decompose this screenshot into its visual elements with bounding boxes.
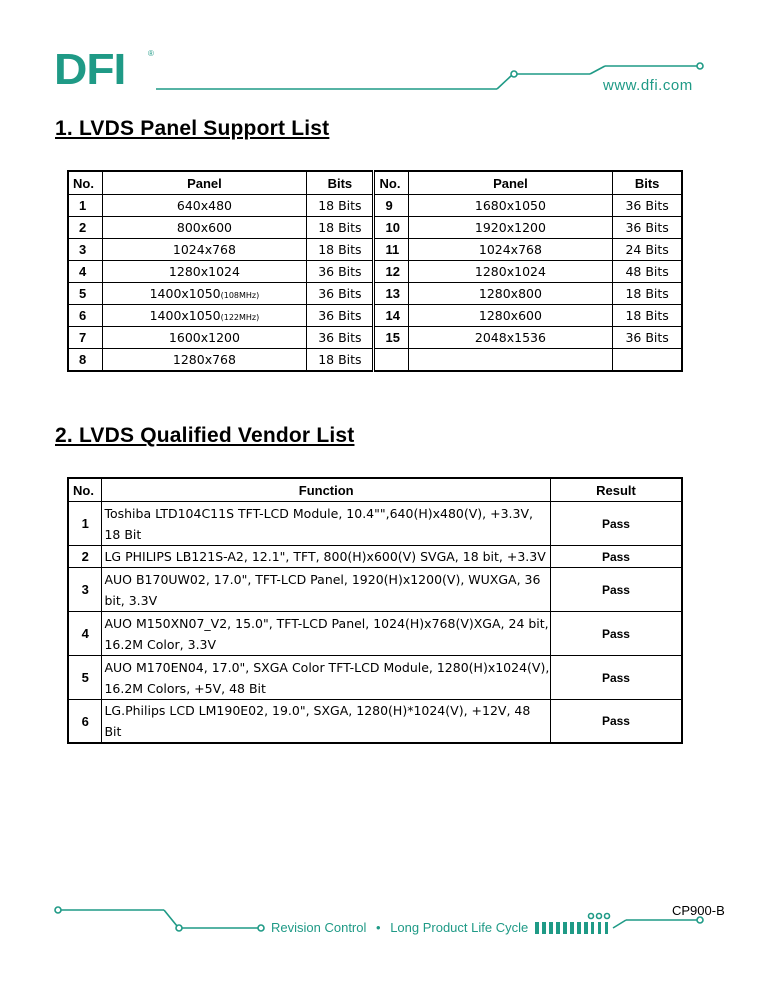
table-header-row: [68, 171, 682, 195]
cell-bits: 36 Bits: [613, 217, 682, 239]
header-no: No.: [374, 171, 408, 195]
cell-panel: 1024x768: [408, 239, 613, 261]
cell-no: 5: [68, 283, 102, 305]
cell-no: 14: [374, 305, 408, 327]
table-row: [68, 700, 682, 744]
vendor-list-table: [67, 477, 683, 744]
cell-bits: 18 Bits: [307, 195, 374, 217]
cell-bits: 36 Bits: [613, 327, 682, 349]
cell-bits: 36 Bits: [307, 327, 374, 349]
cell-result: Pass: [550, 568, 682, 612]
header-no: No.: [68, 478, 102, 502]
table-row: [68, 656, 682, 700]
cell-no: 12: [374, 261, 408, 283]
cell-bits: 48 Bits: [613, 261, 682, 283]
cell-bits: 18 Bits: [613, 305, 682, 327]
panel-support-table: [67, 170, 683, 372]
lifecycle-bars-icon: [535, 922, 608, 934]
section1-title: 1. LVDS Panel Support List: [55, 117, 330, 140]
table-row: [68, 502, 682, 546]
cell-no: [374, 349, 408, 372]
cell-no: 1: [68, 195, 102, 217]
cell-no: 13: [374, 283, 408, 305]
cell-panel: [408, 349, 613, 372]
frequency-note: (108MHz): [220, 291, 260, 300]
table-row: [68, 546, 682, 568]
table-row: [68, 195, 682, 217]
cell-panel: 1280x600: [408, 305, 613, 327]
cell-bits: 36 Bits: [613, 195, 682, 217]
table-row: [68, 217, 682, 239]
cell-no: 3: [68, 239, 102, 261]
cell-panel: 1680x1050: [408, 195, 613, 217]
footer-tagline: [271, 920, 528, 935]
cell-panel: 1280x1024: [408, 261, 613, 283]
cell-no: 15: [374, 327, 408, 349]
cell-no: 5: [68, 656, 102, 700]
cell-bits: 18 Bits: [613, 283, 682, 305]
header-function: Function: [102, 478, 550, 502]
cell-panel: 800x600: [102, 217, 307, 239]
cell-no: 10: [374, 217, 408, 239]
cell-panel: 1400x1050(108MHz): [102, 283, 307, 305]
table-row: [68, 327, 682, 349]
cell-bits: 18 Bits: [307, 349, 374, 372]
logo-text: DFI: [54, 45, 126, 94]
registered-mark: ®: [148, 49, 154, 58]
section2-title: 2. LVDS Qualified Vendor List: [55, 424, 355, 447]
cell-no: 2: [68, 217, 102, 239]
dfi-logo: [54, 45, 154, 94]
cell-function: AUO B170UW02, 17.0", TFT-LCD Panel, 1920(H)x1200(V), WUXGA, 36 bit, 3.3V: [102, 568, 550, 612]
cell-no: 7: [68, 327, 102, 349]
cell-panel: 1600x1200: [102, 327, 307, 349]
header-bits: Bits: [307, 171, 374, 195]
bullet-separator: •: [376, 920, 381, 935]
cell-no: 4: [68, 261, 102, 283]
cell-bits: 18 Bits: [307, 217, 374, 239]
table-row: [68, 261, 682, 283]
lifecycle-text: Long Product Life Cycle: [390, 920, 529, 935]
cell-no: 6: [68, 305, 102, 327]
table-row: [68, 305, 682, 327]
table-row: [68, 349, 682, 372]
cell-no: 9: [374, 195, 408, 217]
cell-no: 2: [68, 546, 102, 568]
cell-no: 8: [68, 349, 102, 372]
cell-no: 1: [68, 502, 102, 546]
cell-no: 6: [68, 700, 102, 744]
header-panel: Panel: [102, 171, 307, 195]
cell-panel: 1920x1200: [408, 217, 613, 239]
cell-function: AUO M170EN04, 17.0", SXGA Color TFT-LCD Module, 1280(H)x1024(V), 16.2M Colors, +5V, 48 Bit: [102, 656, 550, 700]
cell-result: Pass: [550, 700, 682, 744]
cell-result: Pass: [550, 546, 682, 568]
header-bits: Bits: [613, 171, 682, 195]
cell-function: LG PHILIPS LB121S-A2, 12.1", TFT, 800(H)x600(V) SVGA, 18 bit, +3.3V: [102, 546, 550, 568]
cell-panel: 2048x1536: [408, 327, 613, 349]
cell-function: LG.Philips LCD LM190E02, 19.0", SXGA, 1280(H)*1024(V), +12V, 48 Bit: [102, 700, 550, 744]
cell-panel: 1280x800: [408, 283, 613, 305]
cell-function: AUO M150XN07_V2, 15.0", TFT-LCD Panel, 1024(H)x768(V)XGA, 24 bit, 16.2M Color, 3.3V: [102, 612, 550, 656]
cell-function: Toshiba LTD104C11S TFT-LCD Module, 10.4"",640(H)x480(V), +3.3V, 18 Bit: [102, 502, 550, 546]
table-row: [68, 568, 682, 612]
cell-result: Pass: [550, 502, 682, 546]
cell-bits: 18 Bits: [307, 239, 374, 261]
table-header-row: [68, 478, 682, 502]
cell-panel: 640x480: [102, 195, 307, 217]
cell-no: 3: [68, 568, 102, 612]
header-panel: Panel: [408, 171, 613, 195]
cell-bits: 36 Bits: [307, 261, 374, 283]
header-no: No.: [68, 171, 102, 195]
revision-control-text: Revision Control: [271, 920, 367, 935]
table-row: [68, 612, 682, 656]
website-url[interactable]: www.dfi.com: [603, 77, 693, 94]
cell-panel: 1400x1050(122MHz): [102, 305, 307, 327]
cell-panel: 1280x1024: [102, 261, 307, 283]
cell-bits: [613, 349, 682, 372]
cell-bits: 24 Bits: [613, 239, 682, 261]
cell-result: Pass: [550, 612, 682, 656]
cell-bits: 36 Bits: [307, 283, 374, 305]
cell-panel: 1024x768: [102, 239, 307, 261]
header-result: Result: [550, 478, 682, 502]
cell-no: 4: [68, 612, 102, 656]
cell-result: Pass: [550, 656, 682, 700]
table-row: [68, 239, 682, 261]
table-row: [68, 283, 682, 305]
model-number: CP900-B: [672, 903, 725, 918]
cell-panel: 1280x768: [102, 349, 307, 372]
frequency-note: (122MHz): [220, 313, 260, 322]
cell-bits: 36 Bits: [307, 305, 374, 327]
cell-no: 11: [374, 239, 408, 261]
